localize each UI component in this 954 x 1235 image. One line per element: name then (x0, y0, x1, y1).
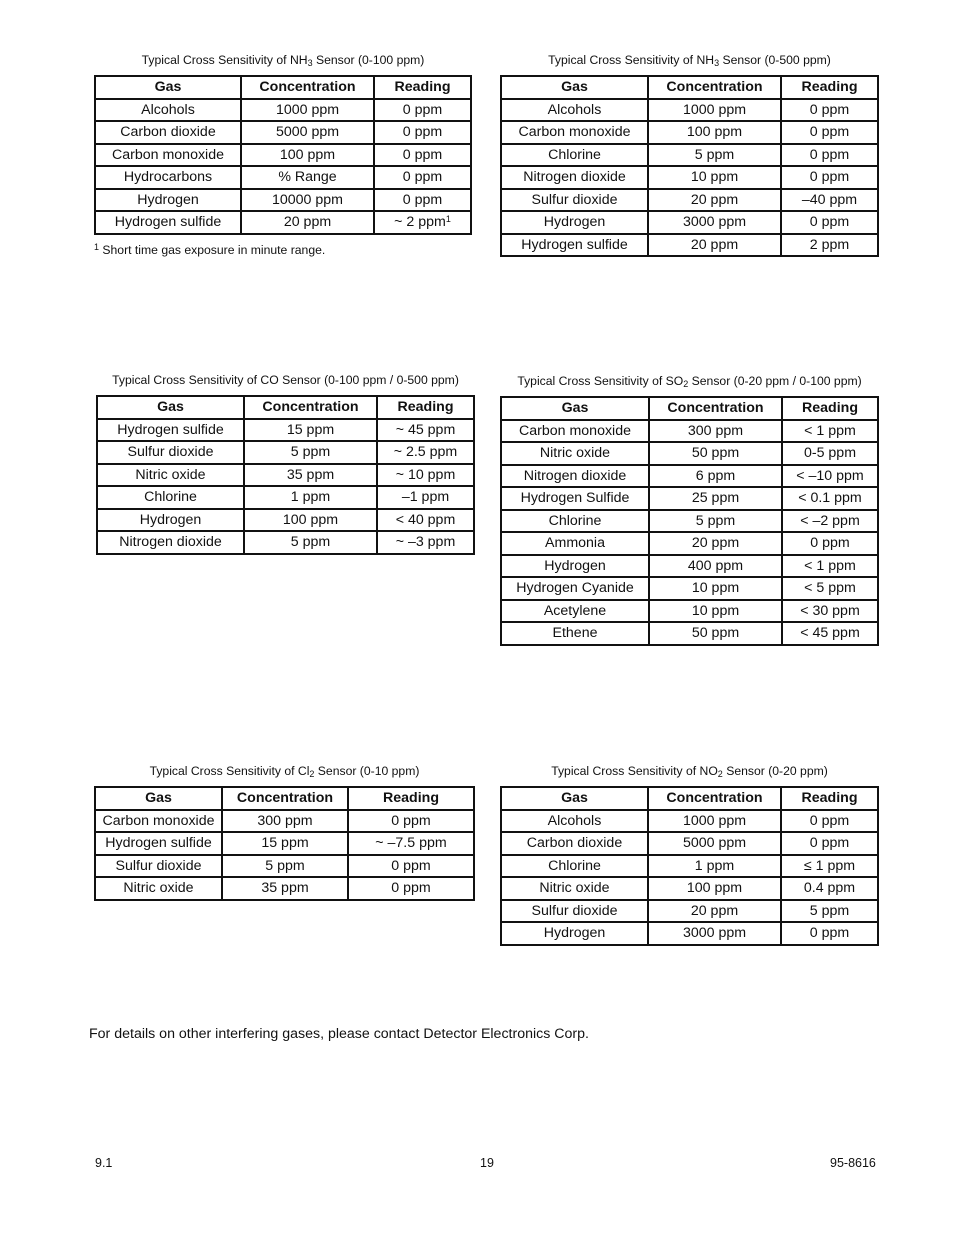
table-row (95, 832, 474, 855)
gas-cell: Hydrogen sulfide (97, 419, 244, 442)
column-header: Reading (781, 76, 878, 99)
concentration-cell: 100 ppm (241, 144, 374, 167)
concentration-cell: 6 ppm (649, 465, 782, 488)
reading-cell: 0 ppm (374, 189, 471, 212)
concentration-cell: 25 ppm (649, 487, 782, 510)
reading-cell: ~ 2 ppm$^1$ (374, 211, 471, 234)
concentration-cell: 1000 ppm (648, 810, 781, 833)
concentration-cell: 10000 ppm (241, 189, 374, 212)
table-row (501, 555, 878, 578)
table-row (95, 99, 471, 122)
reading-cell: 0 ppm (781, 832, 878, 855)
concentration-cell: 100 ppm (244, 509, 377, 532)
concentration-cell: 5000 ppm (648, 832, 781, 855)
gas-cell: Ammonia (501, 532, 649, 555)
concentration-cell: 1 ppm (244, 486, 377, 509)
reading-cell: 0 ppm (781, 144, 878, 167)
cross-sensitivity-table (500, 75, 879, 257)
footnote: $^1$ Short time gas exposure in minute range. (94, 241, 326, 257)
table-row (501, 900, 878, 923)
concentration-cell: 5 ppm (649, 510, 782, 533)
gas-cell: Carbon monoxide (95, 144, 241, 167)
cross-sensitivity-table (96, 395, 475, 555)
reading-cell: < 5 ppm (782, 577, 878, 600)
gas-cell: Chlorine (501, 855, 648, 878)
reading-cell: 0 ppm (781, 922, 878, 945)
concentration-cell: 5 ppm (648, 144, 781, 167)
table-caption: Typical Cross Sensitivity of $NH_3$ Sensor (0-500 ppm) (548, 53, 831, 68)
reading-cell: < 30 ppm (782, 600, 878, 623)
concentration-cell: 100 ppm (648, 121, 781, 144)
concentration-cell: 35 ppm (222, 877, 348, 900)
gas-cell: Nitric oxide (95, 877, 222, 900)
gas-cell: Carbon dioxide (501, 832, 648, 855)
table-row (501, 234, 878, 257)
table-caption: Typical Cross Sensitivity of $SO_2$ Sensor (0-20 ppm / 0-100 ppm) (517, 374, 862, 389)
page-number: 19 (480, 1156, 494, 1170)
concentration-cell: 100 ppm (648, 877, 781, 900)
concentration-cell: 5 ppm (222, 855, 348, 878)
gas-cell: Hydrogen (97, 509, 244, 532)
reading-cell: 0 ppm (781, 99, 878, 122)
table-row (97, 486, 474, 509)
gas-cell: Chlorine (501, 510, 649, 533)
column-header: Concentration (648, 76, 781, 99)
reading-cell: < 0.1 ppm (782, 487, 878, 510)
table-row (501, 577, 878, 600)
concentration-cell: 3000 ppm (648, 211, 781, 234)
gas-cell: Hydrocarbons (95, 166, 241, 189)
gas-cell: Carbon monoxide (95, 810, 222, 833)
table-caption: Typical Cross Sensitivity of $Cl_2$ Sensor (0-10 ppm) (149, 764, 420, 779)
table-row (501, 832, 878, 855)
concentration-cell: 10 ppm (648, 166, 781, 189)
reading-cell: ~ 45 ppm (377, 419, 474, 442)
cross-sensitivity-table (500, 396, 879, 646)
table-row (501, 121, 878, 144)
reading-cell: ≤ 1 ppm (781, 855, 878, 878)
column-header: Reading (377, 396, 474, 419)
column-header: Gas (501, 76, 648, 99)
concentration-cell: 35 ppm (244, 464, 377, 487)
concentration-cell: 10 ppm (649, 600, 782, 623)
column-header: Gas (501, 787, 648, 810)
gas-cell: Ethene (501, 622, 649, 645)
reading-cell: 0 ppm (781, 166, 878, 189)
table-row (501, 144, 878, 167)
table-block-nh3-500 (500, 53, 879, 257)
table-block-cl2 (94, 764, 475, 901)
column-header: Concentration (648, 787, 781, 810)
table-row (95, 121, 471, 144)
gas-cell: Chlorine (501, 144, 648, 167)
table-row (501, 877, 878, 900)
reading-cell: ~ 2.5 ppm (377, 441, 474, 464)
reading-cell: ~ 10 ppm (377, 464, 474, 487)
column-header: Gas (95, 76, 241, 99)
concentration-cell: 300 ppm (222, 810, 348, 833)
concentration-cell: 15 ppm (244, 419, 377, 442)
table-row (501, 420, 878, 443)
reading-cell: 0 ppm (348, 810, 474, 833)
column-header: Concentration (222, 787, 348, 810)
gas-cell: Sulfur dioxide (97, 441, 244, 464)
concentration-cell: 1000 ppm (241, 99, 374, 122)
concentration-cell: 20 ppm (648, 900, 781, 923)
gas-cell: Hydrogen sulfide (501, 234, 648, 257)
gas-cell: Hydrogen Cyanide (501, 577, 649, 600)
gas-cell: Hydrogen (501, 922, 648, 945)
concentration-cell: 400 ppm (649, 555, 782, 578)
gas-cell: Hydrogen (501, 211, 648, 234)
reading-cell: 2 ppm (781, 234, 878, 257)
reading-cell: –1 ppm (377, 486, 474, 509)
concentration-cell: 300 ppm (649, 420, 782, 443)
reading-cell: 0 ppm (374, 121, 471, 144)
concentration-cell: 5 ppm (244, 441, 377, 464)
reading-cell: 0 ppm (374, 144, 471, 167)
concentration-cell: 20 ppm (648, 189, 781, 212)
gas-cell: Alcohols (501, 99, 648, 122)
table-row (95, 144, 471, 167)
column-header: Gas (95, 787, 222, 810)
column-header: Reading (782, 397, 878, 420)
table-row (95, 855, 474, 878)
table-row (97, 419, 474, 442)
table-row (501, 810, 878, 833)
reading-cell: < 1 ppm (782, 420, 878, 443)
table-caption: Typical Cross Sensitivity of $NH_3$ Sensor (0-100 ppm) (141, 53, 425, 68)
concentration-cell: 3000 ppm (648, 922, 781, 945)
gas-cell: Nitric oxide (501, 442, 649, 465)
table-row (501, 166, 878, 189)
table-row (97, 531, 474, 554)
column-header: Concentration (241, 76, 374, 99)
concentration-cell: 1 ppm (648, 855, 781, 878)
gas-cell: Sulfur dioxide (95, 855, 222, 878)
gas-cell: Alcohols (501, 810, 648, 833)
reading-cell: < –2 ppm (782, 510, 878, 533)
table-row (95, 877, 474, 900)
reading-cell: 0 ppm (348, 855, 474, 878)
reading-cell: 0 ppm (781, 211, 878, 234)
contact-note: For details on other interfering gases, please contact Detector Electronics Corp. (89, 1026, 589, 1042)
reading-cell: 0-5 ppm (782, 442, 878, 465)
concentration-cell: 20 ppm (649, 532, 782, 555)
table-row (501, 189, 878, 212)
table-block-co (96, 373, 475, 555)
reading-cell: ~ –7.5 ppm (348, 832, 474, 855)
reading-cell: 5 ppm (781, 900, 878, 923)
column-header: Gas (97, 396, 244, 419)
table-block-so2 (500, 374, 879, 646)
reading-cell: 0 ppm (374, 99, 471, 122)
concentration-cell: 50 ppm (649, 622, 782, 645)
reading-cell: 0 ppm (781, 810, 878, 833)
column-header: Reading (781, 787, 878, 810)
gas-cell: Hydrogen (501, 555, 649, 578)
column-header: Gas (501, 397, 649, 420)
column-header: Reading (374, 76, 471, 99)
concentration-cell: 20 ppm (648, 234, 781, 257)
table-row (501, 99, 878, 122)
gas-cell: Chlorine (97, 486, 244, 509)
reading-cell: < 40 ppm (377, 509, 474, 532)
concentration-cell: 50 ppm (649, 442, 782, 465)
table-row (95, 810, 474, 833)
reading-cell: 0 ppm (374, 166, 471, 189)
reading-cell: < –10 ppm (782, 465, 878, 488)
gas-cell: Carbon monoxide (501, 121, 648, 144)
table-row (501, 211, 878, 234)
concentration-cell: 10 ppm (649, 577, 782, 600)
column-header: Concentration (244, 396, 377, 419)
table-row (501, 465, 878, 488)
column-header: Concentration (649, 397, 782, 420)
table-row (95, 211, 471, 234)
table-row (97, 509, 474, 532)
table-row (501, 622, 878, 645)
table-row (501, 532, 878, 555)
reading-cell: < 1 ppm (782, 555, 878, 578)
gas-cell: Carbon monoxide (501, 420, 649, 443)
table-row (501, 487, 878, 510)
cross-sensitivity-table (500, 786, 879, 946)
reading-cell: 0 ppm (781, 121, 878, 144)
table-caption: Typical Cross Sensitivity of $NO_2$ Sensor (0-20 ppm) (551, 764, 828, 779)
gas-cell: Nitric oxide (501, 877, 648, 900)
table-row (501, 442, 878, 465)
concentration-cell: 1000 ppm (648, 99, 781, 122)
footer-revision: 9.1 (95, 1156, 113, 1170)
concentration-cell: % Range (241, 166, 374, 189)
gas-cell: Hydrogen Sulfide (501, 487, 649, 510)
reading-cell: 0 ppm (348, 877, 474, 900)
cross-sensitivity-table (94, 786, 475, 901)
table-row (97, 464, 474, 487)
table-caption: Typical Cross Sensitivity of CO Sensor (0-100 ppm / 0-500 ppm) (112, 373, 459, 387)
gas-cell: Nitric oxide (97, 464, 244, 487)
gas-cell: Hydrogen (95, 189, 241, 212)
concentration-cell: 5000 ppm (241, 121, 374, 144)
table-row (501, 922, 878, 945)
reading-cell: 0 ppm (782, 532, 878, 555)
gas-cell: Hydrogen sulfide (95, 832, 222, 855)
table-row (501, 510, 878, 533)
concentration-cell: 20 ppm (241, 211, 374, 234)
concentration-cell: 15 ppm (222, 832, 348, 855)
table-row (95, 189, 471, 212)
gas-cell: Hydrogen sulfide (95, 211, 241, 234)
cross-sensitivity-table (94, 75, 472, 235)
table-row (501, 600, 878, 623)
gas-cell: Carbon dioxide (95, 121, 241, 144)
table-block-nh3-100 (94, 53, 472, 257)
gas-cell: Alcohols (95, 99, 241, 122)
reading-cell: ~ –3 ppm (377, 531, 474, 554)
gas-cell: Acetylene (501, 600, 649, 623)
document-number: 95-8616 (830, 1156, 876, 1170)
table-block-no2 (500, 764, 879, 946)
gas-cell: Nitrogen dioxide (97, 531, 244, 554)
gas-cell: Nitrogen dioxide (501, 166, 648, 189)
reading-cell: < 45 ppm (782, 622, 878, 645)
footnote-marker: 1 (445, 214, 451, 225)
gas-cell: Sulfur dioxide (501, 900, 648, 923)
gas-cell: Sulfur dioxide (501, 189, 648, 212)
gas-cell: Nitrogen dioxide (501, 465, 649, 488)
reading-cell: –40 ppm (781, 189, 878, 212)
table-row (97, 441, 474, 464)
reading-cell: 0.4 ppm (781, 877, 878, 900)
concentration-cell: 5 ppm (244, 531, 377, 554)
table-row (501, 855, 878, 878)
column-header: Reading (348, 787, 474, 810)
table-row (95, 166, 471, 189)
